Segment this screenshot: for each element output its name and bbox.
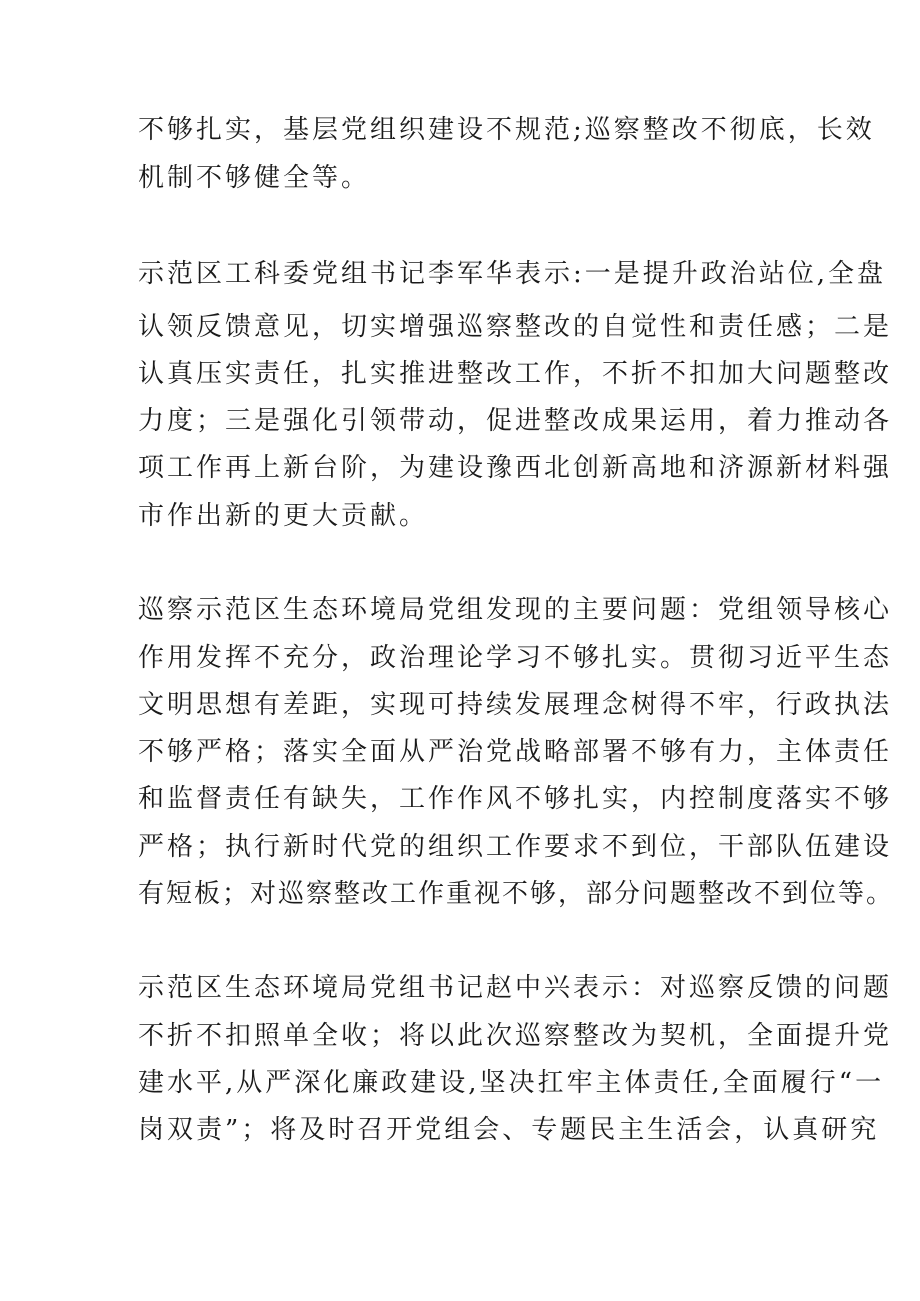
text-line: 文明思想有差距，实现可持续发展理念树得不牢，行政执法 bbox=[138, 690, 893, 720]
text-line: 和监督责任有缺失，工作作风不够扎实，内控制度落实不够 bbox=[138, 784, 893, 814]
text-line: 巡察示范区生态环境局党组发现的主要问题：党组领导核心 bbox=[138, 595, 893, 625]
text-line: 不够严格；落实全面从严治党战略部署不够有力，主体责任 bbox=[138, 737, 893, 767]
text-line: 作用发挥不充分，政治理论学习不够扎实。贯彻习近平生态 bbox=[138, 643, 893, 673]
text-line: 认领反馈意见，切实增强巡察整改的自觉性和责任感；二是 bbox=[138, 312, 893, 342]
text-line: 严格；执行新时代党的组织工作要求不到位，干部队伍建设 bbox=[138, 832, 893, 862]
text-line: 不够扎实，基层党组织建设不规范;巡察整改不彻底，长效 bbox=[138, 115, 875, 145]
text-line: 岗双责”；将及时召开党组会、专题民主生活会，认真研究 bbox=[138, 1115, 880, 1145]
text-line: 有短板；对巡察整改工作重视不够，部分问题整改不到位等。 bbox=[138, 879, 895, 909]
text-line: 机制不够健全等。 bbox=[138, 163, 371, 193]
text-line: 市作出新的更大贡献。 bbox=[138, 501, 429, 531]
text-line: 认真压实责任，扎实推进整改工作，不折不扣加大问题整改 bbox=[138, 359, 893, 389]
text-line: 建水平,从严深化廉政建设,坚决扛牢主体责任,全面履行“一 bbox=[138, 1068, 885, 1098]
text-line: 项工作再上新台阶，为建设豫西北创新高地和济源新材料强 bbox=[138, 453, 893, 483]
text-line: 力度；三是强化引领带动，促进整改成果运用，着力推动各 bbox=[138, 406, 893, 436]
text-line: 示范区生态环境局党组书记赵中兴表示：对巡察反馈的问题 bbox=[138, 973, 893, 1003]
text-line: 不折不扣照单全收；将以此次巡察整改为契机，全面提升党 bbox=[138, 1021, 893, 1051]
text-line: 示范区工科委党组书记李军华表示:一是提升政治站位,全盘 bbox=[138, 259, 887, 289]
